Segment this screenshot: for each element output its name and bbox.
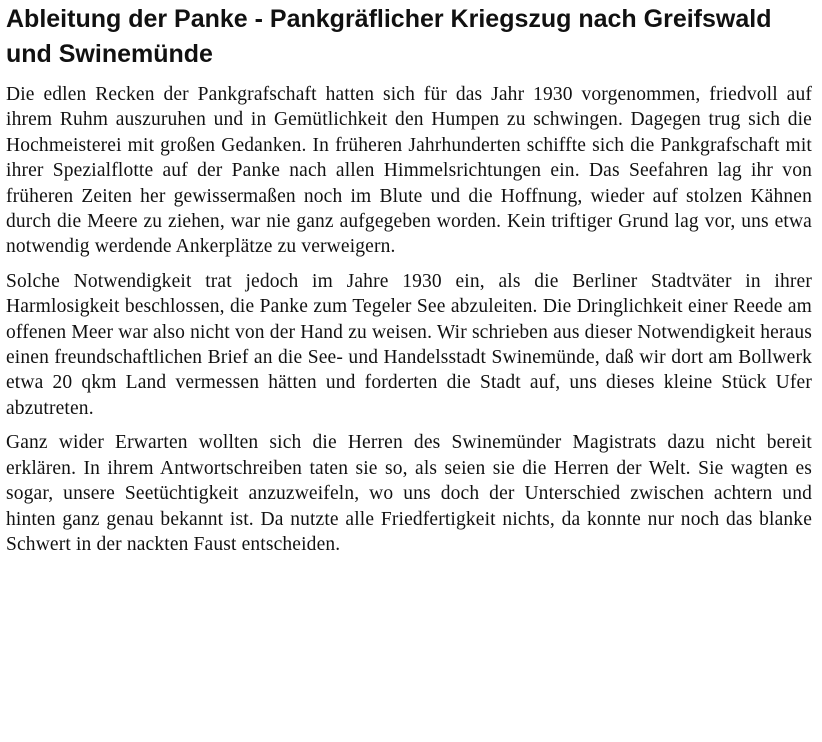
paragraph-3: Ganz wider Erwarten wollten sich die Herren des Swinemünder Magistrats dazu nicht bereit erklären. In ihrem Antwortschreiben taten sie so, als seien sie die Herren der Welt. Sie wagten es sogar, unsere Seetüchtigkeit anzuzweifeln, wo uns doch der Unterschied zwischen achtern und hinten ganz genau bekannt ist. Da nutzte alle Friedfertigkeit nichts, da konnte nur noch das blanke Schwert in der nackten Faust entscheiden. <box>6 432 812 555</box>
article-title: Ableitung der Panke - Pankgräflicher Kriegszug nach Greifswald und Swinemünde <box>6 5 772 68</box>
paragraph-2: Solche Notwendigkeit trat jedoch im Jahre 1930 ein, als die Berliner Stadtväter in ihrer Harmlosigkeit beschlossen, die Panke zum Tegeler See abzuleiten. Die Dringlichkeit einer Reede am offenen Meer war also nicht von der Hand zu weisen. Wir schrieben aus dieser Notwendigkeit heraus einen freundschaftlichen Brief an die See- und Handelsstadt Swinemünde, daß wir dort am Bollwerk etwa 20 qkm Land vermessen hätten und forderten die Stadt auf, uns dieses kleine Stück Ufer abzutreten. <box>6 270 812 419</box>
paragraph-1: Die edlen Recken der Pankgrafschaft hatten sich für das Jahr 1930 vorgenommen, friedvoll auf ihrem Ruhm auszuruhen und in Gemütlichkeit den Humpen zu schwingen. Dagegen trug sich die Hochmeisterei mit großen Gedanken. In früheren Jahrhunderten schiffte sich die Pankgrafschaft mit ihrer Spezialflotte auf der Panke nach allen Himmelsrichtungen ein. Das Seefahren lag ihr von früheren Zeiten her gewissermaßen noch im Blute und die Hoffnung, wieder auf stolzen Kähnen durch die Meere zu ziehen, war nie ganz aufgegeben worden. Kein triftiger Grund lag vor, uns etwa notwendig werdende Ankerplätze zu verweigern. <box>6 84 812 258</box>
